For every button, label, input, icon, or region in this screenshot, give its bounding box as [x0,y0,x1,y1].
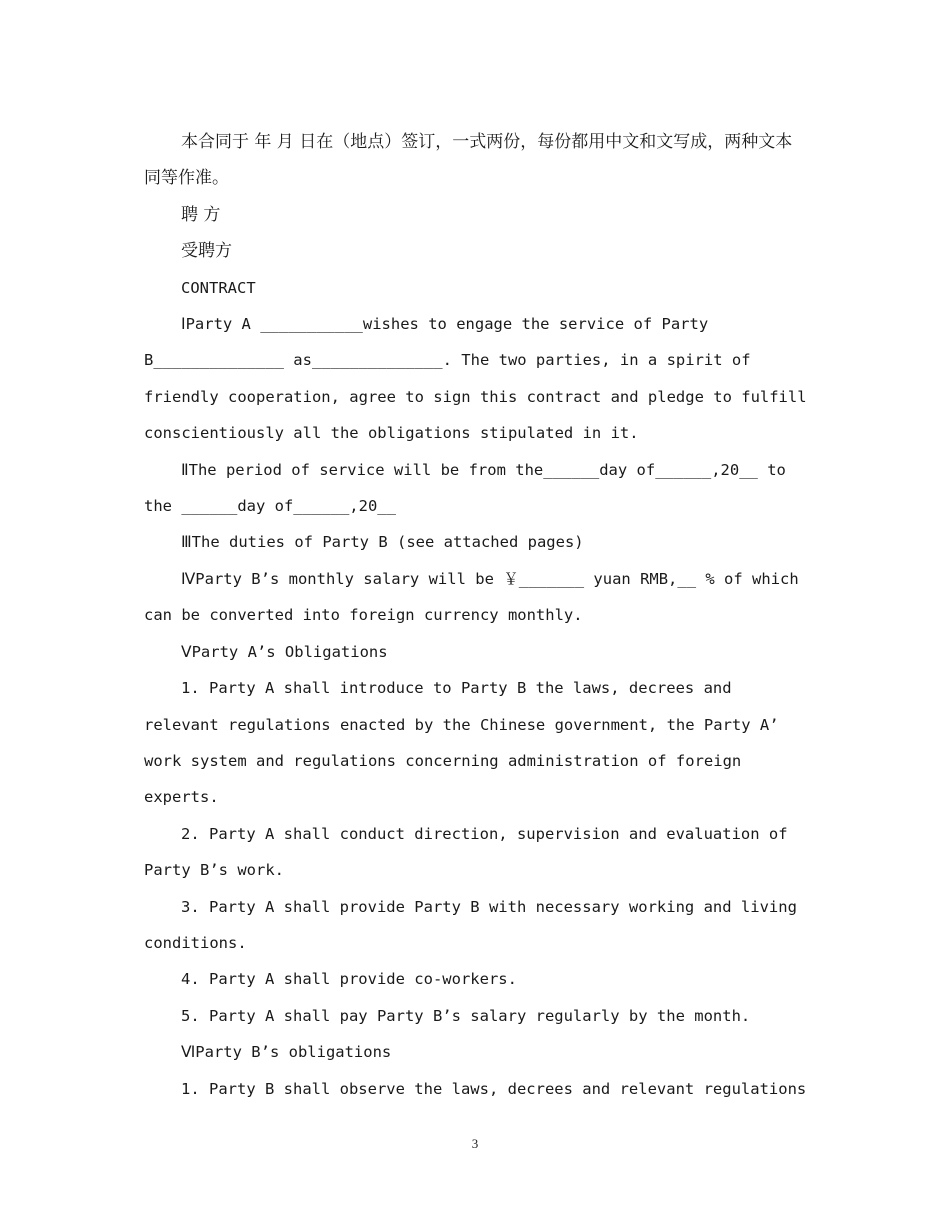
contract-heading: CONTRACT [181,278,256,297]
party-a-obligation-4: 4. Party A shall provide co-workers. [181,970,517,989]
article-5-heading: ⅤParty A’s Obligations [181,642,388,661]
party-a-obligation-3: 3. Party A shall provide Party B with necessary working and living conditions. [144,897,807,952]
party-a-obligation-2: 2. Party A shall conduct direction, supervision and evaluation of Party B’s work. [144,824,797,880]
signing-clause-paragraph: 本合同于 年 月 日在（地点）签订，一式两份，每份都用中文和文写成，两种文本同等作准。 [144,132,793,189]
party-a-obligation-5: 5. Party A shall pay Party B’s salary regularly by the month. [181,1006,751,1025]
article-2-paragraph: ⅡThe period of service will be from the______day of______,20__ to the ______day of______,20__ [144,460,796,516]
employee-label: 受聘方 [181,241,232,262]
article-3-paragraph: ⅢThe duties of Party B (see attached pages) [181,533,584,552]
article-6-heading: ⅥParty B’s obligations [181,1043,392,1062]
page-number: 3 [471,1136,479,1151]
party-b-obligation-1: 1. Party B shall observe the laws, decrees and relevant regulations [181,1079,807,1098]
party-a-obligation-1: 1. Party A shall introduce to Party B the laws, decrees and relevant regulations enacted by the Chinese government, the Party A’ work system and regulations concerning administration of foreign experts. [144,679,788,807]
document-body [144,124,816,1107]
employer-label: 聘 方 [181,204,221,225]
article-4-paragraph: ⅣParty B’s monthly salary will be ￥_______ yuan RMB,__ % of which can be converted into foreign currency monthly. [144,569,809,625]
article-1-paragraph: ⅠParty A ___________wishes to engage the service of Party B______________ as______________. The two parties, in a spirit of friendly cooperation, agree to sign this contract and pledge to fulfill conscientiously all the obligations stipulated in it. [144,315,816,443]
